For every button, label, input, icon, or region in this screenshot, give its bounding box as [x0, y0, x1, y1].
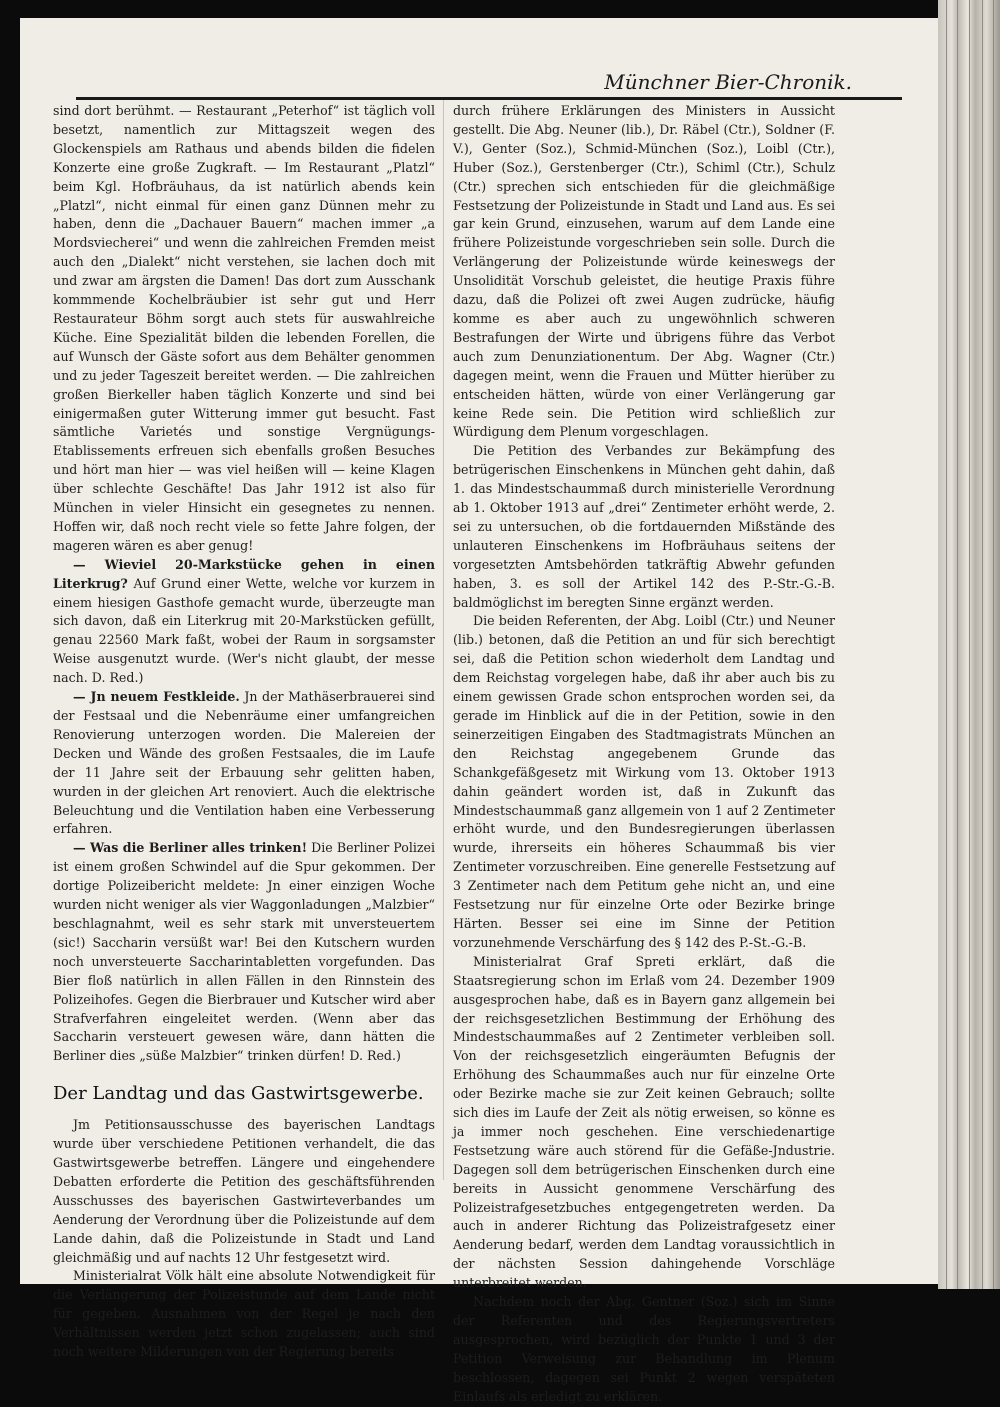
section-heading: Der Landtag und das Gastwirtsgewerbe. [53, 1083, 424, 1105]
page-edge-line [946, 0, 947, 1289]
article-paragraph: Die Petition des Verbandes zur Bekämpfung des betrügerischen Einschenkens in München geht dahin, daß 1. das Mindestschaummaß durch ministerielle Verordnung ab 1. Oktober 1913 auf „drei“ Zentimeter erhöht werde, 2. sei zu untersuchen, ob die fortdauernden Mißstände des unlauteren Einschenkens im Hofbräuhaus seitens der vorgesetzten Amtsbehörden tatkräftig Abwehr gefunden haben, 3. es soll der Artikel 142 des P.-Str.-G.-B. baldmöglichst im beregten Sinne ergänzt werden. [453, 443, 835, 610]
item-headline: — Was die Berliner alles trinken! [73, 840, 308, 856]
column-divider [443, 100, 444, 1180]
item-headline: — Jn neuem Festkleide. [73, 689, 240, 705]
item-text: Jn der Mathäserbrauerei sind der Festsaal und die Nebenräume einer umfangreichen Renovierung unterzogen worden. Die Malereien der Decken und Wände des großen Festsaales, die im Laufe der 11 Jahre seit der Erbauung sehr gelitten haben, wurden in der gleichen Art renoviert. Auch die elektrische Beleuchtung und die Ventilation haben eine Verbesserung erfahren. [53, 689, 435, 837]
right-column [453, 102, 835, 1407]
article-paragraph: Ministerialrat Graf Spreti erklärt, daß die Staatsregierung schon im Erlaß vom 24. Dezember 1909 ausgesprochen habe, daß es in Bayern ganz allgemein bei der reichsgesetzlichen Bestimmung der Erhöhung des Mindestschaummaßes auf 2 Zentimeter verbleiben soll. Von der reichsgesetzlich eingeräumten Befugnis der Erhöhung des Schaummaßes auch nur für einzelne Orte oder Bezirke mache sie zur Zeit keinen Gebrauch; sollte sich dies im Laufe der Zeit als nötig erweisen, so könne es ja immer noch geschehen. Eine verschiedenartige Festsetzung wäre auch störend für die Gefäße-Jndustrie. Dagegen soll dem betrügerischen Einschenken durch eine bereits in Aussicht genommene Verschärfung des Polizeistrafgesetzbuches entgegengetreten werden. Da auch in anderer Richtung das Polizeistrafgesetz einer Aenderung bedarf, werden dem Landtag voraussichtlich in der nächsten Session dahingehende Vorschläge unterbreitet werden. [453, 953, 835, 1291]
article-paragraph: sind dort berühmt. — Restaurant „Peterhof“ ist täglich voll besetzt, namentlich zur Mittagszeit wegen des Glockenspiels am Rathaus und abends bilden die fidelen Konzerte eine große Zugkraft. — Im Restaurant „Platzl“ beim Kgl. Hofbräuhaus, da ist natürlich abends kein „Platzl“, nicht einmal für einen ganz Dünnen mehr zu haben, denn die „Dachauer Bauern“ machen immer „a Mordsviecherei“ und wenn die zahlreichen Fremden meist auch den „Dialekt“ nicht verstehen, sie lachen doch mit und zwar am ärgsten die Damen! Das dort zum Ausschank kommmende Kochelbräubier ist sehr gut und Herr Restaurateur Böhm sorgt auch stets für auswahlreiche Küche. Eine Spezialität bilden die lebenden Forellen, die auf Wunsch der Gäste sofort aus dem Behälter genommen und zu jeder Tageszeit bereitet werden. — Die zahlreichen großen Bierkeller haben täglich Konzerte und sind bei einigermaßen guter Witterung immer gut besucht. Fast sämtliche Varietés und sonstige Vergnügungs-Etablissements erfreuen sich ebenfalls großen Besuches und hört man hier — was viel heißen will — keine Klagen über schlechte Geschäfte! Das Jahr 1912 ist also für München in vieler Hinsicht ein gesegnetes zu nennen. Hoffen wir, daß noch recht viele so fette Jahre folgen, der mageren wären es aber genug! [53, 103, 435, 553]
page-edge-line [982, 0, 983, 1289]
article-paragraph [53, 556, 435, 688]
article-paragraph [53, 688, 435, 839]
article-paragraph [53, 839, 435, 1066]
article-paragraph: Nachdem noch der Abg. Gentner (Soz.) sich im Sinne der Referenten und des Regierungsvertreters ausgesprochen, wird bezüglich der Punkte 1 und 3 der Petition Verweisung zur Behandlung im Plenum beschlossen, dagegen sei Punkt 2 wegen verspäteten Einlaufs als erledigt zu erklären. [453, 1294, 835, 1404]
page-header [76, 60, 938, 100]
page-title: Münchner Bier-Chronik. [604, 70, 852, 94]
article-paragraph: durch frühere Erklärungen des Ministers in Aussicht gestellt. Die Abg. Neuner (lib.), Dr. Räbel (Ctr.), Soldner (F. V.), Genter (Soz.), Schmid-München (Soz.), Loibl (Ctr.), Huber (Soz.), Gerstenberger (Ctr.), Schiml (Ctr.), Schulz (Ctr.) sprechen sich entschieden für die gleichmäßige Festsetzung der Polizeistunde in Stadt und Land aus. Es sei gar kein Grund, einzusehen, warum auf dem Lande eine frühere Polizeistunde vorgeschrieben sein solle. Durch die Verlängerung der Polizeistunde würde keineswegs der Unsolidität Vorschub geleistet, die heutige Praxis führe dazu, daß die Polizei oft zwei Augen zudrücke, häufig komme es aber auch zu ungewöhnlich schweren Bestrafungen der Wirte und übrigens führe das Verbot auch zum Denunziationentum. Der Abg. Wagner (Ctr.) dagegen meint, wenn die Frauen und Mütter hierüber zu entscheiden hätten, würde von einer Verlängerung gar keine Rede sein. Die Petition wird schließlich zur Würdigung dem Plenum vorgeschlagen. [453, 103, 835, 440]
header-rule [76, 97, 902, 100]
item-text: Die Berliner Polizei ist einem großen Schwindel auf die Spur gekommen. Der dortige Polizeibericht meldete: Jn einer einzigen Woche wurden nicht weniger als vier Waggonladungen „Malzbier“ beschlagnahmt, weil es sehr stark mit unversteuertem (sic!) Saccharin versüßt war! Bei den Kutschern wurden noch unversteuerte Saccharintabletten vorgefunden. Das Bier floß natürlich in allen Fällen in den Rinnstein des Polizeihofes. Gegen die Bierbrauer und Kutscher wird aber Strafverfahren eingeleitet werden. (Wenn aber das Saccharin versteuert gewesen wäre, dann hätten die Berliner dies „süße Malzbier“ trinken dürfen! D. Red.) [53, 840, 436, 1064]
left-column [53, 102, 435, 1362]
item-headline: — Wieviel 20-Markstücke gehen in einen Literkrug? [53, 556, 435, 591]
page-edge-line [957, 0, 958, 1289]
item-text: Auf Grund einer Wette, welche vor kurzem in einem hiesigen Gasthofe gemacht wurde, überzeugte man sich davon, daß ein Literkrug mit 20-Markstücken gefüllt, genau 22560 Mark faßt, wobei der Raum in sorgsamster Weise ausgenutzt wurde. (Wer's nicht glaubt, der messe nach. D. Red.) [53, 575, 435, 686]
article-paragraph: Jm Petitionsausschusse des bayerischen Landtags wurde über verschiedene Petitionen verhandelt, die das Gastwirtsgewerbe betreffen. Längere und eingehendere Debatten erforderte die Petition des geschäftsführenden Ausschusses des bayerischen Gastwirteverbandes um Aenderung der Verordnung über die Polizeistunde auf dem Lande dahin, daß die Polizeistunde in Stadt und Land gleichmäßig und auf nachts 12 Uhr festgesetzt wird. [53, 1117, 435, 1265]
article-paragraph: Ministerialrat Völk hält eine absolute Notwendigkeit für die Verlängerung der Polizeistunde auf dem Lande nicht für gegeben. Ausnahmen von der Regel je nach den Verhältnissen werden jetzt schon zugelassen; auch sind noch weitere Milderungen von der Regierung bereits [53, 1268, 435, 1360]
article-paragraph: Die beiden Referenten, der Abg. Loibl (Ctr.) und Neuner (lib.) betonen, daß die Petition an und für sich berechtigt sei, daß die Petition schon wiederholt dem Landtag und dem Reichstag vorgelegen habe, daß ihr aber auch bis zu einem gewissen Grade schon entsprochen worden sei, da gerade im Hinblick auf die in der Petition, sowie in den seinerzeitigen Eingaben des Stadtmagistrats München an den Reichstag angegebenem Grunde das Schankgefäßgesetz mit Wirkung vom 13. Oktober 1913 dahin geändert worden ist, daß in Zukunft das Mindestschaummaß ganz allgemein von 1 auf 2 Zentimeter erhöht wurde, und den Bundesregierungen überlassen wurde, ihrerseits ein höheres Schaummaß bis vier Zentimeter vorzuschreiben. Eine generelle Festsetzung auf 3 Zentimeter nach dem Petitum gehe nicht an, und eine Festsetzung nur für einzelne Orte oder Bezirke bringe Härten. Besser sei eine im Sinne der Petition vorzunehmende Verschärfung des § 142 des P.-St.-G.-B. [453, 613, 835, 950]
page-edge-line [969, 0, 970, 1289]
page-edge-line [993, 0, 994, 1289]
book-page-edges [938, 0, 1000, 1289]
